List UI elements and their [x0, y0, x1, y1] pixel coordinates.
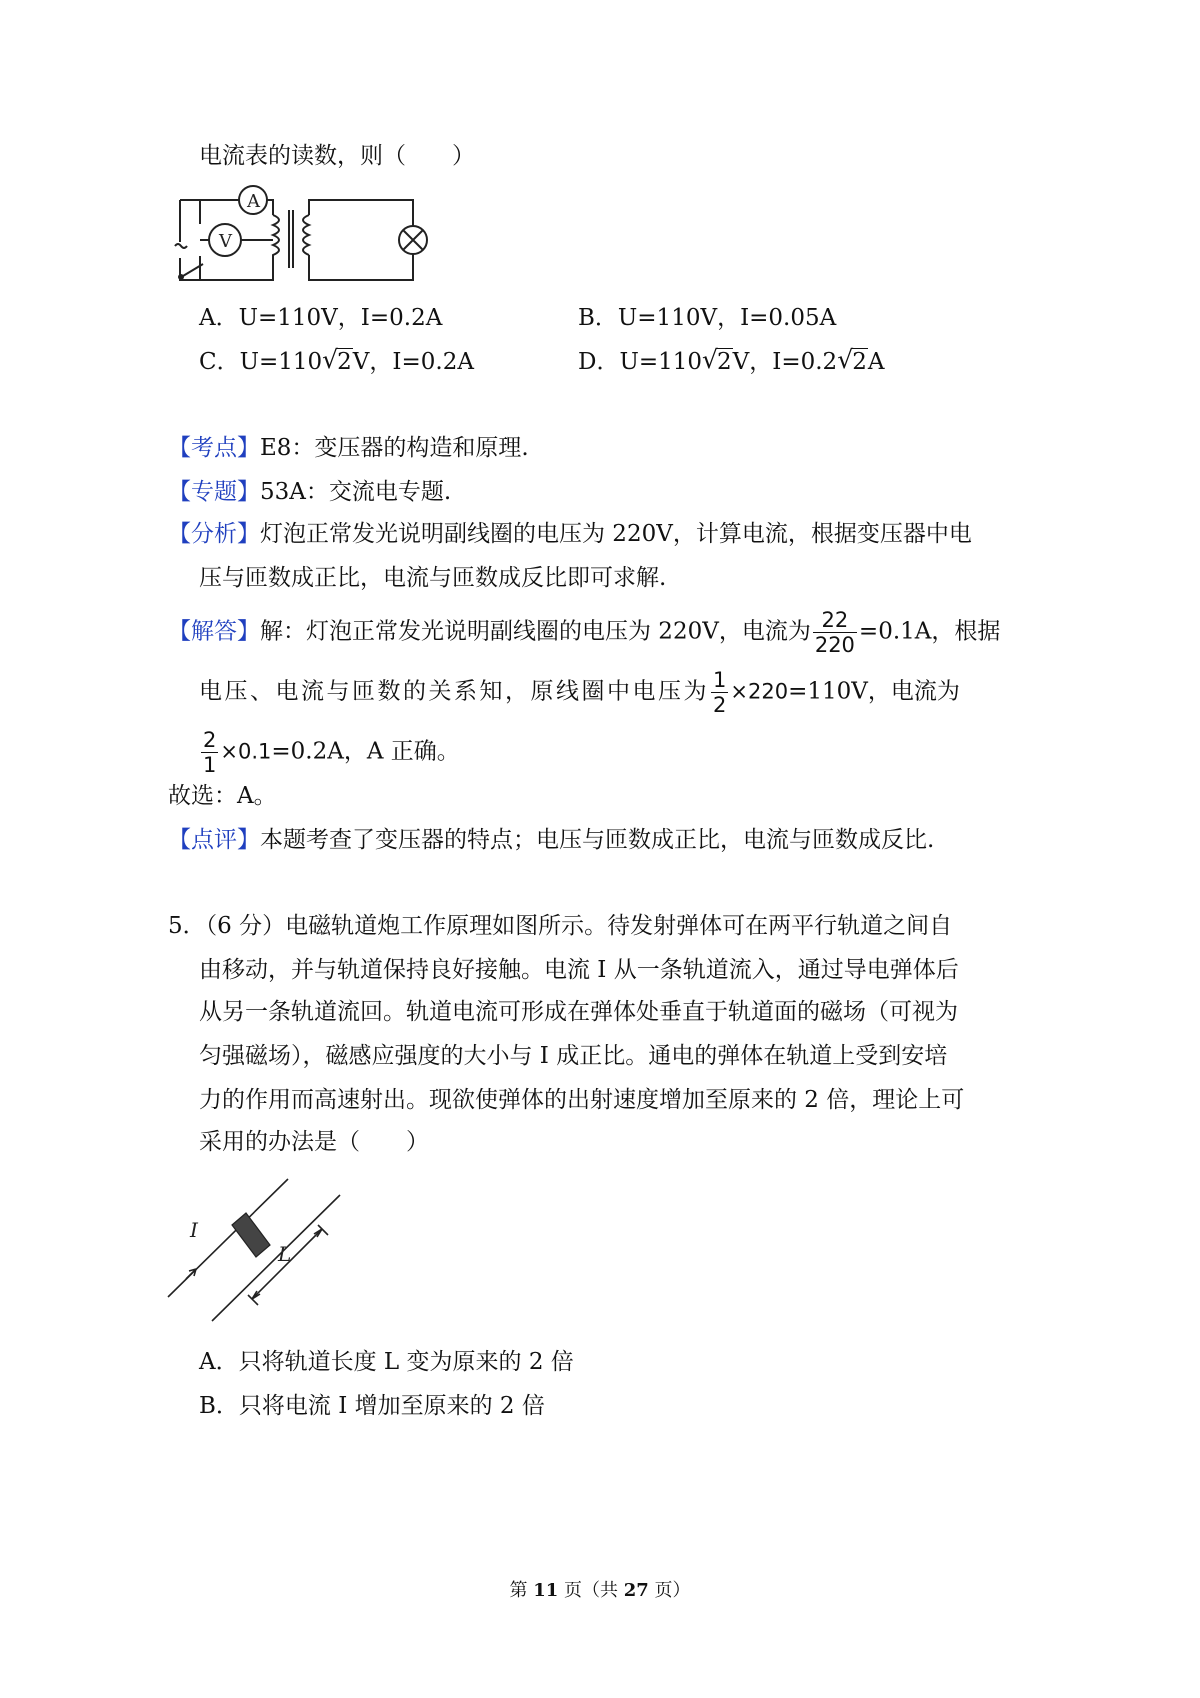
jieda-text-3-mul: ×0.1	[220, 739, 272, 764]
jieda-text-1-pre: 解：灯泡正常发光说明副线圈的电压为 220V，电流为	[260, 618, 811, 645]
dianping-line	[168, 824, 934, 856]
fraction-1-over-2	[711, 668, 728, 717]
zhuanti-tag: 【专题】	[168, 479, 260, 505]
zhuanti-line	[168, 476, 451, 508]
dianping-text: 本题考查了变压器的特点；电压与匝数成正比，电流与匝数成反比.	[260, 827, 935, 853]
zhuanti-text: 53A：交流电专题.	[260, 479, 452, 505]
q4-option-d-radicand-2: 2	[852, 349, 867, 375]
guxuan-line: 故选：A。	[168, 783, 277, 809]
q5-line-5: 力的作用而高速射出。现欲使弹体的出射速度增加至原来的 2 倍，理论上可	[199, 1087, 965, 1113]
footer-mid: 页（共	[558, 1580, 624, 1601]
jieda-line-3	[199, 728, 460, 777]
jieda-line-2	[199, 668, 960, 717]
projectile	[232, 1213, 270, 1257]
transformer-circuit-figure	[165, 180, 435, 290]
jieda-text-2-mul: ×220	[730, 679, 789, 704]
rail-gun-figure	[160, 1175, 350, 1325]
q4-option-d-mid: V，I=0.2	[732, 349, 838, 375]
kaodian-tag: 【考点】	[168, 435, 260, 461]
jieda-text-2-post: =110V，电流为	[788, 678, 960, 705]
voltmeter-label: V	[219, 231, 232, 252]
fenxi-line-2: 压与匝数成正比，电流与匝数成反比即可求解.	[199, 565, 667, 591]
q4-option-a: A．U=110V，I=0.2A	[199, 305, 443, 331]
fraction-22-over-220	[813, 608, 857, 657]
q4-option-b: B．U=110V，I=0.05A	[578, 305, 837, 331]
page-footer	[0, 1576, 1200, 1602]
q4-option-c-post: V，I=0.2A	[352, 349, 474, 375]
q5-line-4: 匀强磁场），磁感应强度的大小与 I 成正比。通电的弹体在轨道上受到安培	[199, 1043, 948, 1069]
dianping-tag: 【点评】	[168, 827, 260, 853]
sqrt-symbol	[702, 346, 733, 378]
fenxi-line-1	[168, 518, 972, 550]
q4-stem-tail: 电流表的读数，则（ ）	[199, 143, 475, 169]
q5-line-2: 由移动，并与轨道保持良好接触。电流 I 从一条轨道流入，通过导电弹体后	[199, 957, 959, 983]
length-label: L	[278, 1242, 292, 1266]
sqrt-symbol	[837, 346, 868, 378]
q5-line-3: 从另一条轨道流回。轨道电流可形成在弹体处垂直于轨道面的磁场（可视为	[199, 999, 958, 1025]
fraction-denominator: 1	[203, 753, 217, 777]
fraction-numerator: 2	[203, 728, 217, 752]
page-number: 11	[533, 1580, 559, 1601]
q4-option-d	[578, 346, 884, 378]
current-label: I	[190, 1218, 198, 1242]
footer-pre: 第	[509, 1580, 534, 1601]
kaodian-line	[168, 432, 529, 464]
sqrt-symbol	[322, 346, 353, 378]
q4-option-d-pre: D．U=110	[578, 349, 702, 375]
q5-line-6: 采用的办法是（ ）	[199, 1129, 429, 1155]
ammeter-label: A	[247, 191, 260, 212]
q4-option-d-post: A	[867, 349, 885, 375]
q4-option-c	[199, 346, 474, 378]
q5-line-1: 5．（6 分）电磁轨道炮工作原理如图所示。待发射弹体可在两平行轨道之间自	[168, 913, 953, 939]
q4-option-c-radicand: 2	[337, 349, 352, 375]
q4-option-c-pre: C．U=110	[199, 349, 323, 375]
fenxi-text-1: 灯泡正常发光说明副线圈的电压为 220V，计算电流，根据变压器中电	[260, 521, 972, 547]
jieda-text-2-pre: 电压、电流与匝数的关系知，原线圈中电压为	[199, 678, 709, 705]
fraction-numerator: 1	[713, 668, 727, 692]
jieda-line-1	[168, 608, 1000, 657]
fraction-denominator: 2	[713, 693, 727, 717]
jieda-text-3-post: =0.2A，A 正确。	[271, 738, 460, 765]
kaodian-text: E8：变压器的构造和原理.	[260, 435, 529, 461]
fraction-2-over-1	[201, 728, 218, 777]
fraction-numerator: 22	[813, 608, 857, 633]
q5-option-a: A．只将轨道长度 L 变为原来的 2 倍	[199, 1349, 574, 1375]
fraction-denominator: 220	[814, 633, 855, 657]
footer-post: 页）	[648, 1580, 691, 1601]
jieda-tag: 【解答】	[168, 618, 260, 645]
fenxi-tag: 【分析】	[168, 521, 260, 547]
jieda-text-1-post: =0.1A，根据	[858, 618, 1001, 645]
total-pages: 27	[623, 1580, 649, 1601]
q4-option-d-radicand-1: 2	[717, 349, 732, 375]
q5-option-b: B．只将电流 I 增加至原来的 2 倍	[199, 1393, 545, 1419]
